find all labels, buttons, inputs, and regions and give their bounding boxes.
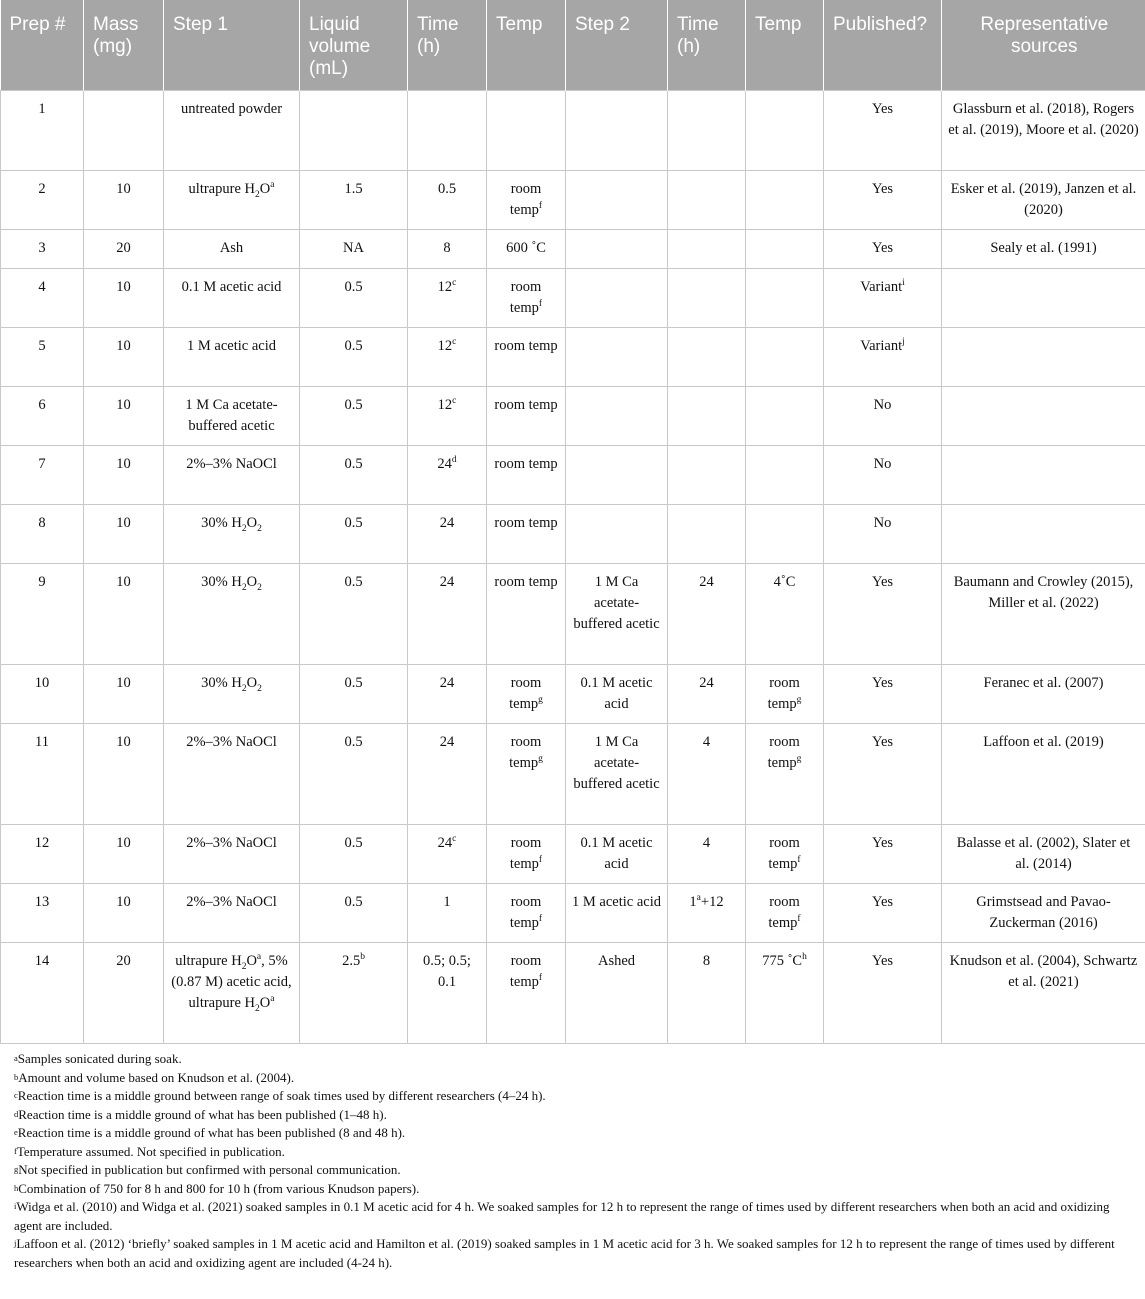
table-cell bbox=[566, 446, 668, 505]
column-header: Representative sources bbox=[942, 0, 1145, 91]
table-cell: 0.5 bbox=[300, 564, 408, 665]
table-cell bbox=[84, 91, 164, 171]
table-cell: 7 bbox=[1, 446, 84, 505]
column-header: Published? bbox=[824, 0, 942, 91]
table-cell bbox=[566, 171, 668, 230]
footnote-mark: b bbox=[14, 1071, 19, 1082]
table-cell: 30% $H_2O_2$ bbox=[164, 505, 300, 564]
table-cell: No bbox=[824, 505, 942, 564]
table-cell: 0.5 bbox=[300, 665, 408, 724]
table-cell bbox=[300, 91, 408, 171]
table-cell bbox=[746, 505, 824, 564]
table-cell: 1 M Ca acetate-buffered acetic bbox=[566, 724, 668, 825]
table-cell bbox=[942, 328, 1145, 387]
column-header: Mass (mg) bbox=[84, 0, 164, 91]
table-cell bbox=[408, 91, 487, 171]
table-cell: room temp bbox=[487, 564, 566, 665]
table-cell: room temp$^g$ bbox=[746, 724, 824, 825]
table-cell: room temp bbox=[487, 328, 566, 387]
table-row bbox=[1, 825, 1145, 884]
footnote bbox=[14, 1106, 1131, 1125]
table-cell: room temp$^f$ bbox=[487, 825, 566, 884]
table-cell: untreated powder bbox=[164, 91, 300, 171]
table-cell bbox=[668, 387, 746, 446]
table-cell: Esker et al. (2019), Janzen et al. (2020) bbox=[942, 171, 1145, 230]
table-cell bbox=[942, 446, 1145, 505]
footnote-text: Combination of 750 for 8 h and 800 for 10 h (from various Knudson papers). bbox=[18, 1180, 420, 1196]
table-cell: Glassburn et al. (2018), Rogers et al. (2019), Moore et al. (2020) bbox=[942, 91, 1145, 171]
table-cell: room temp bbox=[487, 387, 566, 446]
table-cell: 24 bbox=[668, 665, 746, 724]
table-cell: 1 bbox=[1, 91, 84, 171]
table-cell: 12$^c$ bbox=[408, 328, 487, 387]
table-cell: 6 bbox=[1, 387, 84, 446]
table-cell: 2%–3% NaOCl bbox=[164, 446, 300, 505]
table-cell: 12 bbox=[1, 825, 84, 884]
table-cell: 4 bbox=[668, 825, 746, 884]
table-cell bbox=[746, 387, 824, 446]
table-cell: Yes bbox=[824, 230, 942, 269]
footnote bbox=[14, 1069, 1131, 1088]
footnote-mark: c bbox=[14, 1090, 18, 1100]
table-cell: 600 ˚C bbox=[487, 230, 566, 269]
footnote bbox=[14, 1180, 1131, 1199]
table-cell: 30% $H_2O_2$ bbox=[164, 665, 300, 724]
table-cell: 24 bbox=[668, 564, 746, 665]
table-row bbox=[1, 665, 1145, 724]
table-cell: 10 bbox=[84, 825, 164, 884]
footnote-mark: g bbox=[14, 1164, 19, 1174]
table-cell: room temp bbox=[487, 446, 566, 505]
table-cell: 2 bbox=[1, 171, 84, 230]
table-cell: 2%–3% NaOCl bbox=[164, 884, 300, 943]
table-row bbox=[1, 943, 1145, 1044]
table-cell: 1.5 bbox=[300, 171, 408, 230]
table-cell: 1 M acetic acid bbox=[164, 328, 300, 387]
footnote bbox=[14, 1198, 1131, 1235]
footnote-text: Reaction time is a middle ground of what has been published (8 and 48 h). bbox=[17, 1125, 406, 1140]
footnote bbox=[14, 1087, 1131, 1106]
table-row bbox=[1, 269, 1145, 328]
table-cell bbox=[668, 446, 746, 505]
footnote-mark: a bbox=[14, 1053, 18, 1063]
table-cell: room temp$^g$ bbox=[487, 665, 566, 724]
footnote bbox=[14, 1050, 1131, 1069]
footnote-text: Samples sonicated during soak. bbox=[17, 1051, 182, 1066]
table-cell: 20 bbox=[84, 230, 164, 269]
table-row bbox=[1, 564, 1145, 665]
table-cell: 0.5; 0.5; 0.1 bbox=[408, 943, 487, 1044]
table-cell: 0.5 bbox=[300, 724, 408, 825]
footnote-text: Widga et al. (2010) and Widga et al. (2021) soaked samples in 0.1 M acetic acid for 4 h. We soaked samples for 12 h to represent the range of times used by different researchers when both an acid and oxidizing agent are included. bbox=[14, 1199, 1110, 1233]
footnote-text: Temperature assumed. Not specified in publication. bbox=[16, 1143, 285, 1159]
table-cell: 10 bbox=[84, 328, 164, 387]
table-cell bbox=[942, 387, 1145, 446]
table-cell: room temp bbox=[487, 505, 566, 564]
table-cell: 10 bbox=[84, 269, 164, 328]
table-cell: Yes bbox=[824, 943, 942, 1044]
table-cell bbox=[668, 269, 746, 328]
column-header: Step 2 bbox=[566, 0, 668, 91]
table-cell: $1^a+12$ bbox=[668, 884, 746, 943]
table-cell: 0.5 bbox=[300, 505, 408, 564]
footnote-text: Reaction time is a middle ground between range of soak times used by different researchers (4–24 h). bbox=[17, 1088, 546, 1103]
table-cell bbox=[746, 91, 824, 171]
table-cell: Balasse et al. (2002), Slater et al. (2014) bbox=[942, 825, 1145, 884]
footnote-mark: h bbox=[14, 1182, 19, 1193]
table-cell: No bbox=[824, 446, 942, 505]
table-cell: 8 bbox=[668, 943, 746, 1044]
table-cell: 24 bbox=[408, 505, 487, 564]
table-cell: Baumann and Crowley (2015), Miller et al. (2022) bbox=[942, 564, 1145, 665]
table-cell: 10 bbox=[84, 505, 164, 564]
table-cell bbox=[566, 387, 668, 446]
table-cell: room temp$^f$ bbox=[487, 943, 566, 1044]
table-cell bbox=[746, 171, 824, 230]
table-cell: 10 bbox=[84, 884, 164, 943]
footnote-text: Amount and volume based on Knudson et al. (2004). bbox=[18, 1069, 295, 1085]
table-cell: 24 bbox=[408, 564, 487, 665]
footnote-mark: i bbox=[14, 1201, 17, 1211]
footnote bbox=[14, 1143, 1131, 1162]
table-cell: 8 bbox=[408, 230, 487, 269]
table-cell bbox=[668, 230, 746, 269]
table-cell: 1 M Ca acetate-buffered acetic bbox=[566, 564, 668, 665]
table-row bbox=[1, 171, 1145, 230]
table-cell: 2%–3% NaOCl bbox=[164, 724, 300, 825]
header-row bbox=[1, 0, 1145, 91]
table-cell: 24 bbox=[408, 724, 487, 825]
table-row bbox=[1, 387, 1145, 446]
table-cell: 10 bbox=[84, 387, 164, 446]
table-cell: Yes bbox=[824, 825, 942, 884]
table-cell bbox=[942, 505, 1145, 564]
footnote-mark: f bbox=[14, 1145, 17, 1156]
table-cell: 10 bbox=[84, 564, 164, 665]
table-cell: Ashed bbox=[566, 943, 668, 1044]
footnote bbox=[14, 1124, 1131, 1143]
table-cell: Variant$^j$ bbox=[824, 328, 942, 387]
table-cell bbox=[566, 91, 668, 171]
table-cell: Grimstsead and Pavao-Zuckerman (2016) bbox=[942, 884, 1145, 943]
table-cell: 775 $˚C^h$ bbox=[746, 943, 824, 1044]
table-cell: 11 bbox=[1, 724, 84, 825]
table-cell: 13 bbox=[1, 884, 84, 943]
table-cell bbox=[746, 446, 824, 505]
table-cell: 4 bbox=[1, 269, 84, 328]
table-cell: 10 bbox=[84, 171, 164, 230]
footnote-mark: e bbox=[14, 1127, 18, 1137]
table-row bbox=[1, 505, 1145, 564]
footnote-text: Not specified in publication but confirmed with personal communication. bbox=[18, 1162, 401, 1177]
table-body bbox=[1, 91, 1145, 1044]
table-cell: 10 bbox=[1, 665, 84, 724]
table-cell: room temp$^f$ bbox=[746, 825, 824, 884]
table-cell: Variant$^i$ bbox=[824, 269, 942, 328]
table-cell: 5 bbox=[1, 328, 84, 387]
table-cell: Laffoon et al. (2019) bbox=[942, 724, 1145, 825]
table-cell: 12$^c$ bbox=[408, 387, 487, 446]
table-cell: 8 bbox=[1, 505, 84, 564]
table-cell: Yes bbox=[824, 171, 942, 230]
table-cell: room temp$^f$ bbox=[746, 884, 824, 943]
table-cell: 3 bbox=[1, 230, 84, 269]
table-cell: 0.1 M acetic acid bbox=[164, 269, 300, 328]
table-cell: 2.5$^b$ bbox=[300, 943, 408, 1044]
table-cell bbox=[566, 328, 668, 387]
column-header: Liquid volume (mL) bbox=[300, 0, 408, 91]
table-row bbox=[1, 230, 1145, 269]
table-cell bbox=[668, 328, 746, 387]
table-cell: 1 M Ca acetate-buffered acetic bbox=[164, 387, 300, 446]
table-cell: Yes bbox=[824, 724, 942, 825]
table-cell: Sealy et al. (1991) bbox=[942, 230, 1145, 269]
table-cell: room temp$^f$ bbox=[487, 171, 566, 230]
table-row bbox=[1, 446, 1145, 505]
table-cell: 0.1 M acetic acid bbox=[566, 665, 668, 724]
table-cell: room temp$^g$ bbox=[746, 665, 824, 724]
column-header: Step 1 bbox=[164, 0, 300, 91]
footnotes bbox=[0, 1044, 1145, 1272]
table-row bbox=[1, 328, 1145, 387]
table-cell bbox=[566, 230, 668, 269]
footnote-mark: j bbox=[14, 1238, 17, 1248]
table-cell: 24$^d$ bbox=[408, 446, 487, 505]
table-cell: 30% $H_2O_2$ bbox=[164, 564, 300, 665]
table-cell: 0.5 bbox=[300, 387, 408, 446]
footnote bbox=[14, 1161, 1131, 1180]
table-cell bbox=[566, 505, 668, 564]
table-cell: 4 bbox=[668, 724, 746, 825]
footnote-mark: d bbox=[14, 1108, 19, 1119]
table-cell: 24 bbox=[408, 665, 487, 724]
table-cell: 2%–3% NaOCl bbox=[164, 825, 300, 884]
table-cell: 10 bbox=[84, 446, 164, 505]
table-cell: Feranec et al. (2007) bbox=[942, 665, 1145, 724]
table-cell: NA bbox=[300, 230, 408, 269]
table-cell: room temp$^f$ bbox=[487, 884, 566, 943]
table-cell: 10 bbox=[84, 724, 164, 825]
column-header: Temp bbox=[487, 0, 566, 91]
footnote-text: Reaction time is a middle ground of what has been published (1–48 h). bbox=[18, 1106, 387, 1122]
table-cell: Yes bbox=[824, 91, 942, 171]
table-cell: 1 bbox=[408, 884, 487, 943]
table-cell: 0.5 bbox=[300, 328, 408, 387]
table-cell: Yes bbox=[824, 884, 942, 943]
table-cell: room temp$^f$ bbox=[487, 269, 566, 328]
table-cell: room temp$^g$ bbox=[487, 724, 566, 825]
table-cell: Yes bbox=[824, 665, 942, 724]
table-cell: 0.5 bbox=[300, 446, 408, 505]
table-cell bbox=[942, 269, 1145, 328]
footnote-text: Laffoon et al. (2012) ‘briefly’ soaked samples in 1 M acetic acid and Hamilton et al. (2019) soaked samples in 1 M acetic acid for 3 h. We soaked samples for 12 h to represent the range of times used by different researchers when both an acid and oxidizing agent are included (4-24 h). bbox=[14, 1236, 1115, 1270]
table-cell bbox=[746, 269, 824, 328]
column-header: Temp bbox=[746, 0, 824, 91]
table-cell: 0.5 bbox=[300, 825, 408, 884]
table-cell bbox=[566, 269, 668, 328]
table-cell bbox=[668, 505, 746, 564]
table-cell: Knudson et al. (2004), Schwartz et al. (2021) bbox=[942, 943, 1145, 1044]
table-cell: Ash bbox=[164, 230, 300, 269]
table-cell: ultrapure $H_2O^a$, 5% (0.87 M) acetic acid, ultrapure $H_2O^a$ bbox=[164, 943, 300, 1044]
footnote bbox=[14, 1235, 1131, 1272]
column-header: Time (h) bbox=[408, 0, 487, 91]
table-cell: ultrapure $H_2O^a$ bbox=[164, 171, 300, 230]
table-cell bbox=[668, 171, 746, 230]
table-cell: 14 bbox=[1, 943, 84, 1044]
column-header: Time (h) bbox=[668, 0, 746, 91]
table-cell: 0.5 bbox=[300, 269, 408, 328]
table-cell: 0.5 bbox=[300, 884, 408, 943]
table-row bbox=[1, 884, 1145, 943]
table-cell: 20 bbox=[84, 943, 164, 1044]
table-cell: 24$^c$ bbox=[408, 825, 487, 884]
table-cell: 1 M acetic acid bbox=[566, 884, 668, 943]
table-cell bbox=[746, 328, 824, 387]
table-cell: 0.5 bbox=[408, 171, 487, 230]
table-cell bbox=[487, 91, 566, 171]
table-row bbox=[1, 724, 1145, 825]
column-header: Prep # bbox=[1, 0, 84, 91]
table-cell: 12$^c$ bbox=[408, 269, 487, 328]
table-cell: No bbox=[824, 387, 942, 446]
table-cell bbox=[746, 230, 824, 269]
table-cell: 9 bbox=[1, 564, 84, 665]
table-row bbox=[1, 91, 1145, 171]
table-cell: 4˚C bbox=[746, 564, 824, 665]
table-cell: 0.1 M acetic acid bbox=[566, 825, 668, 884]
table-cell: Yes bbox=[824, 564, 942, 665]
table-cell bbox=[668, 91, 746, 171]
table-cell: 10 bbox=[84, 665, 164, 724]
